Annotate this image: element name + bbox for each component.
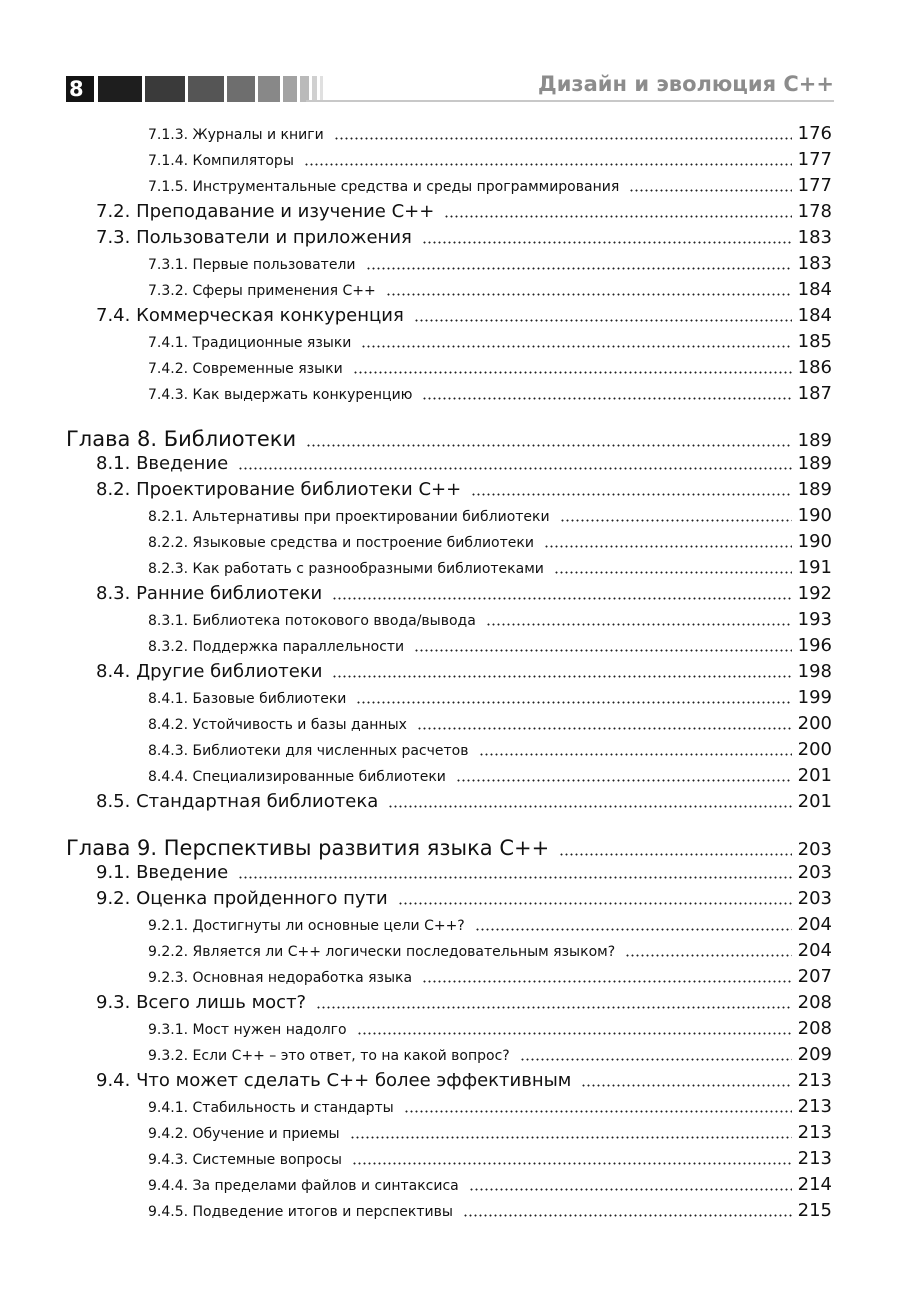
toc-entry[interactable] [148, 1018, 832, 1039]
toc-entry-title: 8.2.3. Как работать с разнообразными библиотеками [148, 561, 544, 577]
toc-entry-title: 7.2. Преподавание и изучение C++ [96, 201, 435, 222]
toc-entry[interactable] [148, 635, 832, 656]
dot-leader [316, 1006, 792, 1009]
toc-entry[interactable] [148, 1200, 832, 1221]
dot-leader [581, 1084, 791, 1087]
toc-entry[interactable] [148, 1174, 832, 1195]
toc-entry[interactable] [148, 123, 832, 144]
toc-entry-page: 189 [797, 479, 832, 500]
toc-entry[interactable] [148, 609, 832, 630]
toc-entry-title: 7.1.3. Журналы и книги [148, 127, 324, 143]
dot-leader [554, 571, 792, 574]
toc-entry[interactable] [148, 1044, 832, 1065]
toc-entry[interactable] [96, 1070, 832, 1091]
toc-entry[interactable] [148, 765, 832, 786]
toc-entry-page: 183 [797, 253, 832, 274]
toc-entry-title: 7.4.3. Как выдержать конкуренцию [148, 387, 413, 403]
dot-leader [414, 319, 792, 322]
dot-leader [544, 545, 792, 548]
toc-entry-page: 177 [797, 175, 832, 196]
toc-entry-page: 204 [797, 940, 832, 961]
toc-entry-title: 8.4.3. Библиотеки для численных расчетов [148, 743, 469, 759]
toc-entry-page: 185 [797, 331, 832, 352]
toc-entry-title: 9.4.1. Стабильность и стандарты [148, 1100, 394, 1116]
dot-leader [463, 1214, 792, 1217]
dot-leader [304, 163, 792, 166]
toc-entry[interactable] [148, 713, 832, 734]
toc-entry-title: 8.4.4. Специализированные библиотеки [148, 769, 446, 785]
dot-leader [352, 1162, 792, 1165]
toc-entry-title: 9.3. Всего лишь мост? [96, 992, 307, 1013]
toc-entry-page: 184 [797, 305, 832, 326]
toc-entry[interactable] [96, 791, 832, 812]
page-number: 8 [66, 76, 94, 102]
toc-entry[interactable] [148, 279, 832, 300]
toc-entry[interactable] [148, 1122, 832, 1143]
toc-entry-title: 8.4.2. Устойчивость и базы данных [148, 717, 407, 733]
toc-entry-page: 204 [797, 914, 832, 935]
toc-entry-page: 215 [797, 1200, 832, 1221]
toc-entry-page: 186 [797, 357, 832, 378]
toc-entry[interactable] [96, 479, 832, 500]
toc-entry[interactable] [66, 427, 832, 451]
toc-entry-page: 207 [797, 966, 832, 987]
toc-entry-page: 177 [797, 149, 832, 170]
dot-leader [356, 701, 791, 704]
toc-entry-title: 9.3.1. Мост нужен надолго [148, 1022, 347, 1038]
dot-leader [469, 1188, 792, 1191]
toc-entry-page: 198 [797, 661, 832, 682]
dot-leader [629, 189, 791, 192]
dot-leader [422, 241, 792, 244]
dot-leader [388, 805, 791, 808]
dot-leader [479, 753, 792, 756]
toc-entry-page: 178 [797, 201, 832, 222]
toc-entry-page: 190 [797, 531, 832, 552]
toc-entry-title: 9.4.5. Подведение итогов и перспективы [148, 1204, 453, 1220]
toc-entry-page: 213 [797, 1148, 832, 1169]
toc-entry[interactable] [96, 888, 832, 909]
toc-entry-title: 9.4.4. За пределами файлов и синтаксиса [148, 1178, 459, 1194]
dot-leader [475, 928, 792, 931]
dot-leader [471, 493, 791, 496]
toc-entry-page: 200 [797, 739, 832, 760]
toc-entry-title: 9.4.2. Обучение и приемы [148, 1126, 340, 1142]
toc-entry-title: 8.3.1. Библиотека потокового ввода/вывода [148, 613, 476, 629]
toc-entry[interactable] [148, 940, 832, 961]
toc-entry[interactable] [96, 661, 832, 682]
toc-entry-page: 189 [797, 453, 832, 474]
dot-leader [486, 623, 792, 626]
toc-entry-title: 9.2.2. Является ли C++ логически последовательным языком? [148, 944, 616, 960]
dot-leader [357, 1032, 792, 1035]
dot-leader [350, 1136, 792, 1139]
toc-entry-title: Глава 8. Библиотеки [66, 427, 297, 451]
toc-entry-page: 209 [797, 1044, 832, 1065]
running-title: Дизайн и эволюция C++ [538, 72, 834, 96]
toc-entry-title: 7.1.5. Инструментальные средства и среды программирования [148, 179, 620, 195]
toc-entry-page: 192 [797, 583, 832, 604]
toc-entry[interactable] [148, 1096, 832, 1117]
toc-entry-title: 8.3.2. Поддержка параллельности [148, 639, 405, 655]
toc-entry[interactable] [66, 836, 832, 860]
dot-leader [353, 371, 792, 374]
dot-leader [456, 779, 792, 782]
toc-entry-title: 8.2. Проектирование библиотеки C++ [96, 479, 462, 500]
toc-entry-title: 8.2.2. Языковые средства и построение библиотеки [148, 535, 534, 551]
toc-entry-page: 203 [797, 888, 832, 909]
toc-entry-title: 7.3. Пользователи и приложения [96, 227, 412, 248]
toc-entry[interactable] [148, 739, 832, 760]
toc-entry[interactable] [96, 862, 832, 883]
toc-entry-page: 208 [797, 1018, 832, 1039]
toc-entry-title: 9.2.3. Основная недоработка языка [148, 970, 413, 986]
toc-entry-page: 196 [797, 635, 832, 656]
toc-entry-page: 183 [797, 227, 832, 248]
toc-entry-title: 7.3.1. Первые пользователи [148, 257, 356, 273]
toc-entry[interactable] [148, 253, 832, 274]
toc-entry-page: 200 [797, 713, 832, 734]
toc-entry-page: 203 [797, 862, 832, 883]
toc-entry-page: 191 [797, 557, 832, 578]
dot-leader [404, 1110, 792, 1113]
dot-leader [366, 267, 792, 270]
dot-leader [444, 215, 791, 218]
toc-entry-page: 201 [797, 791, 832, 812]
toc-entry-title: 8.5. Стандартная библиотека [96, 791, 379, 812]
toc-entry-page: 193 [797, 609, 832, 630]
toc-entry-title: 9.1. Введение [96, 862, 229, 883]
toc-entry-title: 8.4. Другие библиотеки [96, 661, 323, 682]
toc-entry[interactable] [148, 175, 832, 196]
page-header [66, 72, 834, 102]
toc-entry-page: 203 [797, 839, 832, 860]
toc-entry-page: 213 [797, 1070, 832, 1091]
toc-entry-title: 8.1. Введение [96, 453, 229, 474]
toc-entry[interactable] [96, 992, 832, 1013]
toc-entry-title: 9.4.3. Системные вопросы [148, 1152, 342, 1168]
toc-entry[interactable] [148, 357, 832, 378]
toc-entry[interactable] [148, 505, 832, 526]
dot-leader [306, 444, 792, 447]
dot-leader [422, 980, 792, 983]
dot-leader [560, 519, 792, 522]
dot-leader [414, 649, 791, 652]
toc-entry[interactable] [148, 531, 832, 552]
toc-entry-page: 201 [797, 765, 832, 786]
dot-leader [361, 345, 791, 348]
toc-entry-page: 187 [797, 383, 832, 404]
toc-entry[interactable] [148, 149, 832, 170]
dot-leader [332, 675, 791, 678]
toc-entry-page: 213 [797, 1096, 832, 1117]
toc-entry[interactable] [148, 914, 832, 935]
toc-entry-title: 7.4.2. Современные языки [148, 361, 343, 377]
dot-leader [386, 293, 792, 296]
toc-entry-page: 189 [797, 430, 832, 451]
toc-entry[interactable] [148, 966, 832, 987]
toc-entry[interactable] [148, 383, 832, 404]
header-rule [306, 100, 834, 102]
toc-entry-title: Глава 9. Перспективы развития языка C++ [66, 836, 550, 860]
toc-entry-title: 7.4. Коммерческая конкуренция [96, 305, 404, 326]
toc-entry-title: 8.4.1. Базовые библиотеки [148, 691, 347, 707]
toc-entry[interactable] [148, 557, 832, 578]
toc-entry-page: 208 [797, 992, 832, 1013]
dot-leader [238, 467, 791, 470]
dot-leader [559, 853, 791, 856]
dot-leader [417, 727, 792, 730]
toc-entry-page: 184 [797, 279, 832, 300]
toc-entry-page: 213 [797, 1122, 832, 1143]
dot-leader [422, 397, 791, 400]
toc-entry-page: 190 [797, 505, 832, 526]
dot-leader [238, 876, 791, 879]
toc-entry-page: 176 [797, 123, 832, 144]
toc-entry-title: 7.3.2. Сферы применения C++ [148, 283, 376, 299]
dot-leader [625, 954, 792, 957]
toc-entry[interactable] [96, 583, 832, 604]
toc-entry[interactable] [96, 305, 832, 326]
toc-entry-title: 9.3.2. Если C++ – это ответ, то на какой вопрос? [148, 1048, 510, 1064]
toc-entry-title: 9.2.1. Достигнуты ли основные цели C++? [148, 918, 465, 934]
toc-entry-title: 8.3. Ранние библиотеки [96, 583, 323, 604]
dot-leader [334, 137, 792, 140]
toc-entry-title: 7.1.4. Компиляторы [148, 153, 294, 169]
toc-entry-title: 9.2. Оценка пройденного пути [96, 888, 388, 909]
toc-entry[interactable] [96, 201, 832, 222]
toc-entry[interactable] [96, 227, 832, 248]
toc-entry[interactable] [148, 1148, 832, 1169]
toc-entry-title: 8.2.1. Альтернативы при проектировании библиотеки [148, 509, 550, 525]
toc-entry[interactable] [148, 687, 832, 708]
toc-entry[interactable] [96, 453, 832, 474]
toc-entry[interactable] [148, 331, 832, 352]
dot-leader [398, 902, 792, 905]
toc-entry-page: 199 [797, 687, 832, 708]
toc-entry-page: 214 [797, 1174, 832, 1195]
toc-entry-title: 9.4. Что может сделать C++ более эффективным [96, 1070, 572, 1091]
dot-leader [332, 597, 791, 600]
toc-entry-title: 7.4.1. Традиционные языки [148, 335, 352, 351]
dot-leader [520, 1058, 792, 1061]
